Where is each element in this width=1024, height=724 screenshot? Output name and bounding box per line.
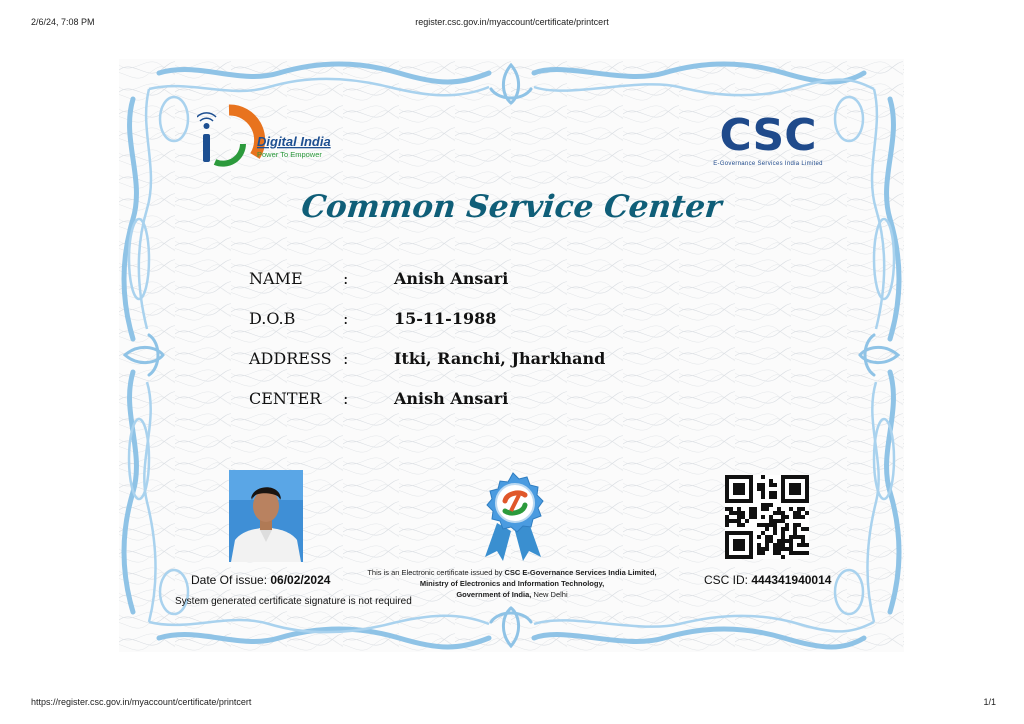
csc-id xyxy=(704,573,831,587)
csc-tagline: E-Governance Services India Limited xyxy=(713,161,823,167)
address-label: ADDRESS xyxy=(249,349,332,368)
csc-id-label: CSC ID: xyxy=(704,573,749,587)
certificate-title: Common Service Center xyxy=(299,189,724,225)
dob-label: D.O.B xyxy=(249,309,296,328)
print-url-footer: https://register.csc.gov.in/myaccount/certificate/printcert xyxy=(31,697,252,707)
issuer-city: New Delhi xyxy=(533,590,568,599)
center-value: Anish Ansari xyxy=(394,389,509,408)
qr-code xyxy=(725,475,809,564)
name-colon: : xyxy=(343,269,349,288)
issuer-org: CSC E-Governance Services India Limited, xyxy=(504,568,657,577)
qr-finder-icon xyxy=(789,483,801,495)
name-label: NAME xyxy=(249,269,303,288)
center-label: CENTER xyxy=(249,389,322,408)
issuer-statement xyxy=(351,567,673,600)
issue-label: Date Of issue: xyxy=(191,573,268,587)
print-datetime: 2/6/24, 7:08 PM xyxy=(31,17,95,27)
digital-india-logo xyxy=(197,104,337,181)
green-arc-icon xyxy=(215,144,243,164)
digital-india-name: Digital India xyxy=(257,134,331,149)
issuer-prefix: This is an Electronic certificate issued by xyxy=(367,568,503,577)
issuer-govt: Government of India, xyxy=(456,590,532,599)
i-stem-icon xyxy=(203,134,210,162)
issuer-ministry: Ministry of Electronics and Information Technology, xyxy=(419,579,605,588)
qr-finder-icon xyxy=(733,539,745,551)
print-page-number: 1/1 xyxy=(983,697,996,707)
name-value: Anish Ansari xyxy=(394,269,509,288)
applicant-photo xyxy=(229,470,303,562)
center-colon: : xyxy=(343,389,349,408)
dob-colon: : xyxy=(343,309,349,328)
address-colon: : xyxy=(343,349,349,368)
qr-finder-icon xyxy=(733,483,745,495)
dob-value: 15-11-1988 xyxy=(394,309,497,328)
certificate xyxy=(119,59,904,652)
issue-value: 06/02/2024 xyxy=(270,573,331,587)
print-url-header: register.csc.gov.in/myaccount/certificate/printcert xyxy=(415,17,609,27)
signature-note: System generated certificate signature is not required xyxy=(175,596,412,607)
csc-id-value: 444341940014 xyxy=(751,573,832,587)
csc-logo xyxy=(693,110,843,167)
digital-india-tagline: Power To Empower xyxy=(257,150,322,159)
issue-date xyxy=(191,573,330,587)
csc-letters: CSC xyxy=(719,110,817,161)
address-value: Itki, Ranchi, Jharkhand xyxy=(394,349,606,368)
award-badge-icon xyxy=(475,471,551,566)
